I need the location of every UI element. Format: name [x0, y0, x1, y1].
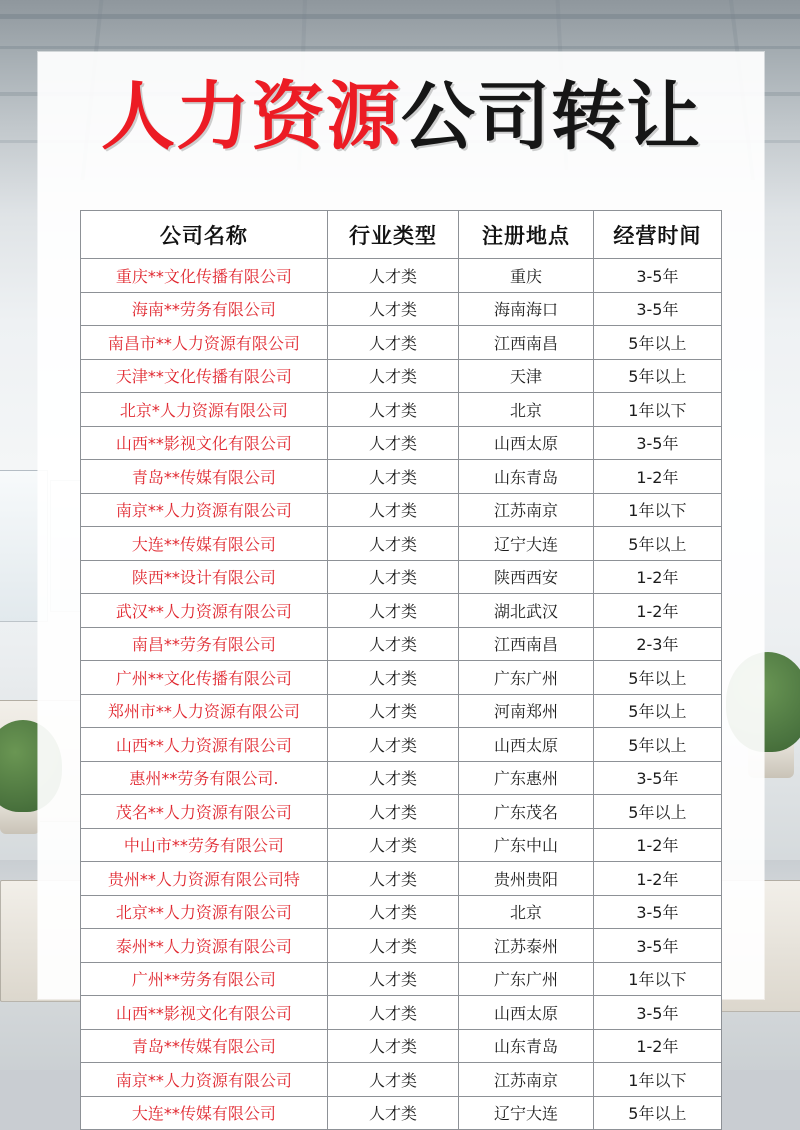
table-row — [81, 1029, 722, 1063]
table-row — [81, 728, 722, 762]
cell-company-name: 泰州**人力资源有限公司 — [81, 929, 328, 963]
cell-registration-location: 广东广州 — [459, 661, 594, 695]
cell-industry-type: 人才类 — [327, 326, 458, 360]
cell-industry-type: 人才类 — [327, 1063, 458, 1097]
cell-industry-type: 人才类 — [327, 359, 458, 393]
cell-industry-type: 人才类 — [327, 761, 458, 795]
table-row — [81, 828, 722, 862]
cell-operating-period: 3-5年 — [593, 259, 721, 293]
cell-company-name: 山西**影视文化有限公司 — [81, 426, 328, 460]
table-row — [81, 460, 722, 494]
cell-operating-period: 3-5年 — [593, 996, 721, 1030]
cell-registration-location: 辽宁大连 — [459, 1096, 594, 1130]
cell-operating-period: 1年以下 — [593, 962, 721, 996]
cell-company-name: 海南**劳务有限公司 — [81, 292, 328, 326]
cell-operating-period: 5年以上 — [593, 1096, 721, 1130]
cell-registration-location: 山东青岛 — [459, 1029, 594, 1063]
cell-operating-period: 5年以上 — [593, 728, 721, 762]
cell-industry-type: 人才类 — [327, 795, 458, 829]
cell-registration-location: 河南郑州 — [459, 694, 594, 728]
table-row — [81, 359, 722, 393]
table-row — [81, 426, 722, 460]
cell-company-name: 南京**人力资源有限公司 — [81, 1063, 328, 1097]
cell-operating-period: 3-5年 — [593, 426, 721, 460]
cell-industry-type: 人才类 — [327, 393, 458, 427]
cell-registration-location: 江苏南京 — [459, 493, 594, 527]
cell-operating-period: 2-3年 — [593, 627, 721, 661]
cell-company-name: 南京**人力资源有限公司 — [81, 493, 328, 527]
table-row — [81, 1063, 722, 1097]
table-body — [81, 259, 722, 1130]
company-transfer-table — [80, 210, 722, 1130]
cell-industry-type: 人才类 — [327, 728, 458, 762]
cell-registration-location: 山西太原 — [459, 426, 594, 460]
cell-operating-period: 1-2年 — [593, 594, 721, 628]
cell-operating-period: 5年以上 — [593, 527, 721, 561]
table-row — [81, 996, 722, 1030]
cell-industry-type: 人才类 — [327, 996, 458, 1030]
column-header-operating-period: 经营时间 — [593, 211, 721, 259]
cell-registration-location: 贵州贵阳 — [459, 862, 594, 896]
column-header-registration-location: 注册地点 — [459, 211, 594, 259]
cell-registration-location: 海南海口 — [459, 292, 594, 326]
cell-industry-type: 人才类 — [327, 426, 458, 460]
cell-industry-type: 人才类 — [327, 560, 458, 594]
table-row — [81, 560, 722, 594]
cell-company-name: 武汉**人力资源有限公司 — [81, 594, 328, 628]
cell-industry-type: 人才类 — [327, 594, 458, 628]
cell-registration-location: 天津 — [459, 359, 594, 393]
column-header-industry-type: 行业类型 — [327, 211, 458, 259]
cell-operating-period: 3-5年 — [593, 292, 721, 326]
cell-operating-period: 3-5年 — [593, 761, 721, 795]
table-row — [81, 694, 722, 728]
table-row — [81, 627, 722, 661]
cell-industry-type: 人才类 — [327, 493, 458, 527]
cell-registration-location: 北京 — [459, 393, 594, 427]
cell-registration-location: 江西南昌 — [459, 326, 594, 360]
cell-industry-type: 人才类 — [327, 627, 458, 661]
cell-registration-location: 广东中山 — [459, 828, 594, 862]
cell-industry-type: 人才类 — [327, 694, 458, 728]
cell-industry-type: 人才类 — [327, 292, 458, 326]
cell-registration-location: 江苏泰州 — [459, 929, 594, 963]
table-row — [81, 895, 722, 929]
company-transfer-table-wrapper — [80, 210, 722, 1130]
page-title — [38, 74, 764, 160]
cell-company-name: 茂名**人力资源有限公司 — [81, 795, 328, 829]
table-row — [81, 661, 722, 695]
cell-registration-location: 陕西西安 — [459, 560, 594, 594]
cell-registration-location: 北京 — [459, 895, 594, 929]
cell-company-name: 广州**文化传播有限公司 — [81, 661, 328, 695]
cell-operating-period: 1年以下 — [593, 1063, 721, 1097]
cell-company-name: 陕西**设计有限公司 — [81, 560, 328, 594]
cell-operating-period: 3-5年 — [593, 929, 721, 963]
cell-operating-period: 1年以下 — [593, 393, 721, 427]
cell-industry-type: 人才类 — [327, 962, 458, 996]
table-row — [81, 292, 722, 326]
cell-company-name: 郑州市**人力资源有限公司 — [81, 694, 328, 728]
cell-operating-period: 5年以上 — [593, 795, 721, 829]
cell-operating-period: 5年以上 — [593, 359, 721, 393]
table-header — [81, 211, 722, 259]
cell-industry-type: 人才类 — [327, 1029, 458, 1063]
cell-operating-period: 1-2年 — [593, 862, 721, 896]
cell-company-name: 广州**劳务有限公司 — [81, 962, 328, 996]
cell-industry-type: 人才类 — [327, 527, 458, 561]
cell-company-name: 大连**传媒有限公司 — [81, 527, 328, 561]
cell-company-name: 北京*人力资源有限公司 — [81, 393, 328, 427]
cell-registration-location: 辽宁大连 — [459, 527, 594, 561]
table-row — [81, 527, 722, 561]
cell-company-name: 贵州**人力资源有限公司特 — [81, 862, 328, 896]
table-row — [81, 594, 722, 628]
cell-operating-period: 1-2年 — [593, 1029, 721, 1063]
cell-operating-period: 1-2年 — [593, 460, 721, 494]
cell-operating-period: 3-5年 — [593, 895, 721, 929]
cell-company-name: 重庆**文化传播有限公司 — [81, 259, 328, 293]
table-row — [81, 326, 722, 360]
table-row — [81, 761, 722, 795]
table-row — [81, 393, 722, 427]
cell-industry-type: 人才类 — [327, 661, 458, 695]
cell-company-name: 大连**传媒有限公司 — [81, 1096, 328, 1130]
cell-industry-type: 人才类 — [327, 259, 458, 293]
cell-industry-type: 人才类 — [327, 828, 458, 862]
cell-registration-location: 江西南昌 — [459, 627, 594, 661]
page-title-rest: 公司转让 — [401, 74, 701, 160]
cell-registration-location: 广东茂名 — [459, 795, 594, 829]
cell-industry-type: 人才类 — [327, 862, 458, 896]
cell-company-name: 中山市**劳务有限公司 — [81, 828, 328, 862]
cell-company-name: 南昌**劳务有限公司 — [81, 627, 328, 661]
cell-company-name: 南昌市**人力资源有限公司 — [81, 326, 328, 360]
cell-operating-period: 1-2年 — [593, 828, 721, 862]
cell-operating-period: 5年以上 — [593, 694, 721, 728]
cell-company-name: 青岛**传媒有限公司 — [81, 1029, 328, 1063]
cell-registration-location: 广东广州 — [459, 962, 594, 996]
content-card — [38, 52, 764, 1124]
cell-industry-type: 人才类 — [327, 929, 458, 963]
cell-registration-location: 湖北武汉 — [459, 594, 594, 628]
cell-industry-type: 人才类 — [327, 460, 458, 494]
cell-company-name: 山西**人力资源有限公司 — [81, 728, 328, 762]
column-header-company-name: 公司名称 — [81, 211, 328, 259]
table-row — [81, 962, 722, 996]
table-row — [81, 259, 722, 293]
cell-registration-location: 山西太原 — [459, 996, 594, 1030]
cell-registration-location: 广东惠州 — [459, 761, 594, 795]
cell-registration-location: 山西太原 — [459, 728, 594, 762]
cell-registration-location: 江苏南京 — [459, 1063, 594, 1097]
cell-operating-period: 1-2年 — [593, 560, 721, 594]
page-title-highlight: 人力资源 — [101, 74, 401, 160]
table-row — [81, 929, 722, 963]
table-row — [81, 795, 722, 829]
cell-registration-location: 山东青岛 — [459, 460, 594, 494]
cell-operating-period: 5年以上 — [593, 661, 721, 695]
cell-company-name: 天津**文化传播有限公司 — [81, 359, 328, 393]
table-header-row — [81, 211, 722, 259]
cell-registration-location: 重庆 — [459, 259, 594, 293]
cell-operating-period: 1年以下 — [593, 493, 721, 527]
cell-operating-period: 5年以上 — [593, 326, 721, 360]
table-row — [81, 493, 722, 527]
cell-company-name: 北京**人力资源有限公司 — [81, 895, 328, 929]
cell-company-name: 青岛**传媒有限公司 — [81, 460, 328, 494]
cell-industry-type: 人才类 — [327, 895, 458, 929]
table-row — [81, 1096, 722, 1130]
table-row — [81, 862, 722, 896]
cell-industry-type: 人才类 — [327, 1096, 458, 1130]
cell-company-name: 山西**影视文化有限公司 — [81, 996, 328, 1030]
cell-company-name: 惠州**劳务有限公司. — [81, 761, 328, 795]
